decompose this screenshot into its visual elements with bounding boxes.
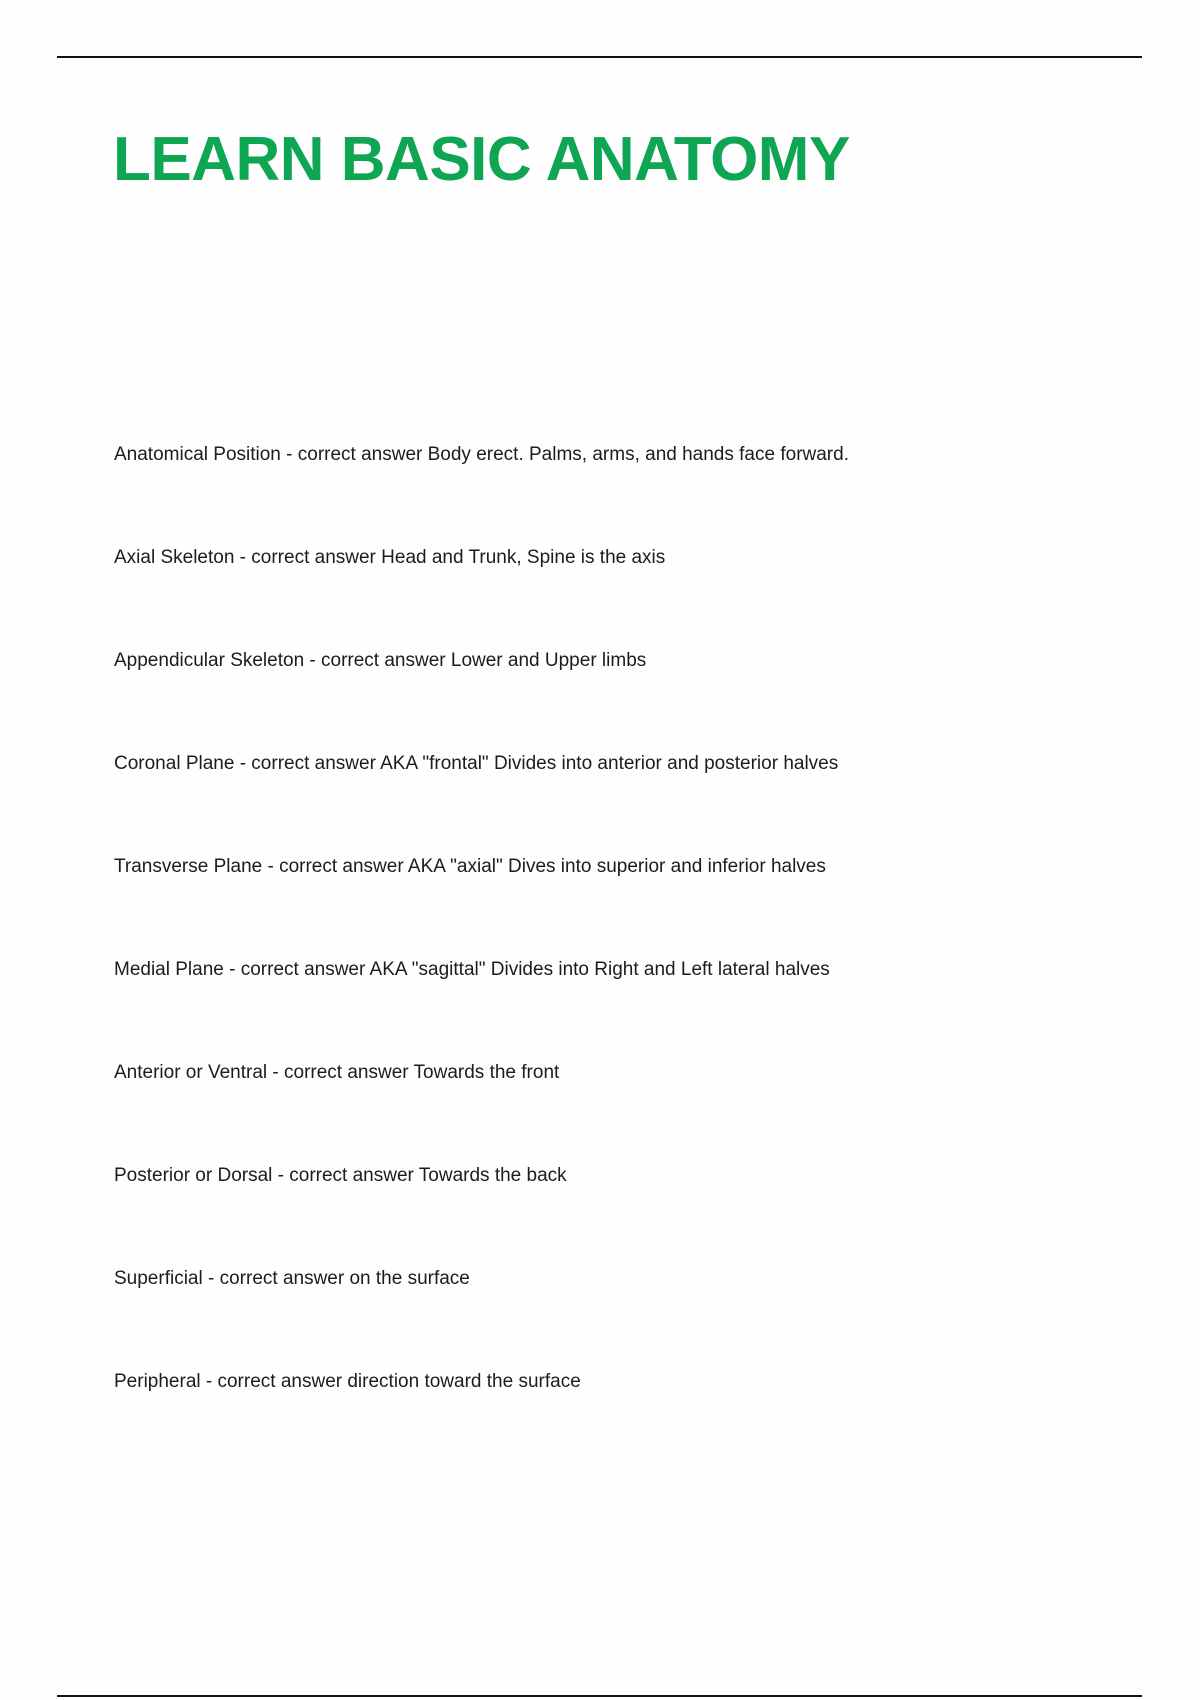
flashcard-entry: Transverse Plane - correct answer AKA "axial" Dives into superior and inferior halves (114, 856, 826, 877)
bottom-rule (57, 1695, 1142, 1697)
document-title: LEARN BASIC ANATOMY (113, 125, 850, 194)
flashcard-entry: Posterior or Dorsal - correct answer Towards the back (114, 1165, 567, 1186)
flashcard-entry: Axial Skeleton - correct answer Head and Trunk, Spine is the axis (114, 547, 666, 568)
flashcard-entry: Medial Plane - correct answer AKA "sagittal" Divides into Right and Left lateral halves (114, 959, 830, 980)
flashcard-entry: Anatomical Position - correct answer Body erect. Palms, arms, and hands face forward. (114, 444, 849, 465)
flashcard-entry: Peripheral - correct answer direction toward the surface (114, 1371, 581, 1392)
flashcard-entry: Superficial - correct answer on the surface (114, 1268, 470, 1289)
flashcard-entry: Anterior or Ventral - correct answer Towards the front (114, 1062, 560, 1083)
top-rule (57, 56, 1142, 58)
flashcard-entry: Coronal Plane - correct answer AKA "frontal" Divides into anterior and posterior halves (114, 753, 839, 774)
flashcard-list (114, 439, 1114, 1469)
flashcard-entry: Appendicular Skeleton - correct answer Lower and Upper limbs (114, 650, 647, 671)
